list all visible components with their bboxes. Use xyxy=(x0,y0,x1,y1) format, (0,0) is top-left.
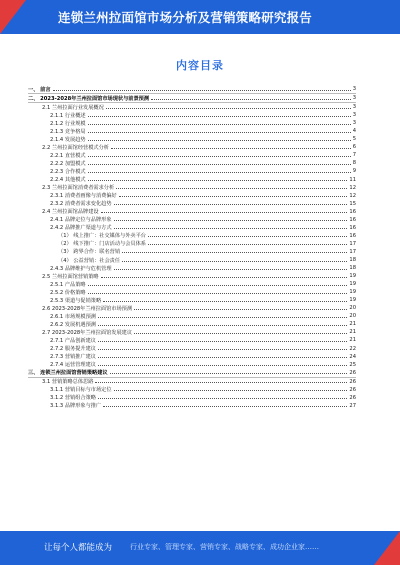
toc-entry-page: 12 xyxy=(349,184,356,191)
toc-entry[interactable] xyxy=(28,103,356,111)
toc-entry[interactable] xyxy=(28,345,356,353)
toc-entry-page: 16 xyxy=(349,216,356,223)
toc-entry-label: 2.7.4 运营管理建议 xyxy=(50,362,96,369)
toc-dot-leader xyxy=(95,382,347,383)
toc-entry-label: 3.1.1 营销目标与市场定位 xyxy=(50,387,112,394)
toc-entry-label: 2.4.3 品牌维护与危机管理 xyxy=(50,265,112,272)
toc-dot-leader xyxy=(103,406,347,407)
toc-entry-page: 11 xyxy=(349,176,356,183)
toc-entry[interactable] xyxy=(28,378,356,386)
toc-entry-page: 3 xyxy=(352,104,356,111)
toc-entry-page: 20 xyxy=(349,313,356,320)
toc-entry-label: 一、 前言 xyxy=(28,86,51,93)
toc-dot-leader xyxy=(88,164,351,165)
toc-entry[interactable] xyxy=(28,216,356,224)
toc-dot-leader xyxy=(88,293,348,294)
toc-entry[interactable] xyxy=(28,159,356,167)
toc-entry[interactable] xyxy=(28,208,356,216)
toc-entry-page: 21 xyxy=(349,329,356,336)
toc-dot-leader xyxy=(148,236,347,237)
toc-dot-leader xyxy=(88,140,351,141)
toc-entry-label: 2.4.2 品牌推广渠道与方式 xyxy=(50,225,112,232)
toc-entry-page: 21 xyxy=(349,321,356,328)
toc-entry[interactable] xyxy=(28,394,356,402)
toc-entry-label: 3.1.2 营销组合策略 xyxy=(50,395,96,402)
toc-entry-page: 26 xyxy=(349,386,356,393)
toc-entry-label: 2.5 兰州拉面馆营销策略 xyxy=(42,273,99,280)
toc-dot-leader xyxy=(88,116,351,117)
toc-entry-label: 2.4.1 品牌定位与品牌形象 xyxy=(50,217,112,224)
toc-dot-leader xyxy=(103,301,347,302)
toc-entry-label: 2.6 2023-2028年兰州拉面馆市场预测 xyxy=(42,305,133,312)
toc-entry-page: 4 xyxy=(352,128,356,135)
toc-entry-page: 3 xyxy=(352,112,356,119)
toc-entry-label: 2.7.3 营销推广建议 xyxy=(50,354,96,361)
toc-dot-leader xyxy=(134,333,347,334)
toc-entry-page: 20 xyxy=(349,305,356,312)
toc-entry-label: 2.7.1 产品创新建议 xyxy=(50,337,96,344)
toc-dot-leader xyxy=(114,269,348,270)
toc-entry-page: 3 xyxy=(352,120,356,127)
toc-dot-leader xyxy=(98,365,347,366)
toc-entry-label: （3） 跨界合作：联名营销 xyxy=(58,249,121,256)
toc-entry-page: 18 xyxy=(349,257,356,263)
toc-entry[interactable] xyxy=(28,127,356,135)
toc-entry-page: 9 xyxy=(352,168,356,175)
toc-entry[interactable] xyxy=(28,369,356,378)
toc-entry-label: 2.1.1 行业概述 xyxy=(50,112,86,119)
toc-dot-leader xyxy=(88,285,348,286)
toc-entry-page: 17 xyxy=(349,248,356,255)
report-title: 连锁兰州拉面馆市场分析及营销策略研究报告 xyxy=(58,10,313,25)
toc-entry[interactable] xyxy=(28,94,356,103)
toc-entry-page: 27 xyxy=(349,402,356,409)
toc-dot-leader xyxy=(98,357,347,358)
toc-entry-page: 6 xyxy=(352,144,356,151)
toc-dot-leader xyxy=(111,148,351,149)
toc-dot-leader xyxy=(53,90,351,91)
toc-entry-label: 2.5.3 渠道与促销策略 xyxy=(50,297,102,304)
toc-entry-label: 2.4 兰州拉面馆品牌建设 xyxy=(42,209,99,216)
toc-entry[interactable] xyxy=(28,184,356,192)
toc-entry-page: 3 xyxy=(352,95,356,102)
toc-dot-leader xyxy=(122,252,347,253)
toc-entry-label: 3.1.3 品牌形象与推广 xyxy=(50,403,102,410)
toc-entry-page: 22 xyxy=(349,345,356,352)
toc-entry-label: 二、 2023-2028年兰州拉面馆市场现状与前景预测 xyxy=(28,95,150,102)
table-of-contents xyxy=(28,85,356,410)
toc-entry-label: 2.6.1 市场规模预测 xyxy=(50,313,96,320)
toc-entry[interactable] xyxy=(28,85,356,94)
toc-dot-leader xyxy=(98,349,347,350)
toc-dot-leader xyxy=(101,277,348,278)
toc-dot-leader xyxy=(98,325,347,326)
toc-entry-page: 19 xyxy=(349,297,356,304)
toc-entry-page: 16 xyxy=(349,208,356,215)
toc-entry[interactable] xyxy=(28,192,356,200)
toc-dot-leader xyxy=(114,228,348,229)
toc-entry-label: 2.2.2 加盟模式 xyxy=(50,160,86,167)
toc-heading: 内容目录 xyxy=(176,59,224,72)
toc-entry-label: 三、 连锁兰州拉面馆营销策略建议 xyxy=(28,370,108,377)
report-header xyxy=(0,0,400,34)
report-footer xyxy=(0,531,400,565)
toc-entry-page: 24 xyxy=(349,353,356,360)
toc-entry-label: 2.2.1 直营模式 xyxy=(50,152,86,159)
toc-entry-page: 25 xyxy=(349,361,356,368)
toc-entry[interactable] xyxy=(28,143,356,151)
toc-entry-label: 2.2 兰州拉面馆经营模式分析 xyxy=(42,144,109,151)
toc-entry[interactable] xyxy=(28,119,356,127)
toc-entry-page: 18 xyxy=(349,265,356,272)
toc-entry[interactable] xyxy=(28,224,356,232)
toc-dot-leader xyxy=(134,309,347,310)
toc-dot-leader xyxy=(88,172,351,173)
toc-entry-label: 2.1.3 竞争格局 xyxy=(50,128,86,135)
toc-entry-label: 2.1.4 发展趋势 xyxy=(50,136,86,143)
toc-dot-leader xyxy=(88,180,348,181)
toc-entry-page: 12 xyxy=(349,192,356,199)
toc-entry-page: 3 xyxy=(352,86,356,93)
toc-entry[interactable] xyxy=(28,111,356,119)
toc-dot-leader xyxy=(106,108,351,109)
toc-entry-label: 2.7.2 服务提升建议 xyxy=(50,346,96,353)
toc-entry-page: 26 xyxy=(349,378,356,385)
toc-entry[interactable] xyxy=(28,328,356,336)
toc-dot-leader xyxy=(114,220,348,221)
toc-dot-leader xyxy=(98,398,347,399)
toc-entry-page: 19 xyxy=(349,289,356,296)
toc-entry[interactable] xyxy=(28,288,356,296)
toc-entry[interactable] xyxy=(28,402,356,410)
footer-slogan-sub: 行业专家、管理专家、营销专家、战略专家、成功企业家…… xyxy=(130,543,319,551)
toc-entry-label: 2.3.2 消费者需求变化趋势 xyxy=(50,201,112,208)
toc-entry[interactable] xyxy=(28,248,356,256)
toc-entry[interactable] xyxy=(28,135,356,143)
footer-slogan: 让每个人都能成为 xyxy=(44,543,113,553)
toc-entry[interactable] xyxy=(28,264,356,272)
toc-entry-label: （1） 线上推广：社交媒体与外卖平台 xyxy=(58,233,146,240)
toc-entry[interactable] xyxy=(28,176,356,184)
toc-entry[interactable] xyxy=(28,336,356,344)
toc-entry[interactable] xyxy=(28,151,356,159)
toc-entry[interactable] xyxy=(28,320,356,328)
toc-dot-leader xyxy=(116,188,347,189)
toc-entry-label: 2.1.2 行业规模 xyxy=(50,120,86,127)
toc-entry-page: 17 xyxy=(349,240,356,247)
toc-entry-label: 2.6.2 发展机遇预测 xyxy=(50,321,96,328)
toc-entry[interactable] xyxy=(28,232,356,240)
toc-dot-leader xyxy=(88,124,351,125)
toc-entry-label: 2.3.1 消费者画像与消费偏好 xyxy=(50,193,117,200)
toc-entry-label: 2.1 兰州拉面行业发展概况 xyxy=(42,104,104,111)
toc-entry-label: 3.1 营销策略总体思路 xyxy=(42,379,94,386)
toc-dot-leader xyxy=(148,244,347,245)
toc-entry[interactable] xyxy=(28,280,356,288)
toc-entry[interactable] xyxy=(28,272,356,280)
toc-entry[interactable] xyxy=(28,200,356,208)
toc-dot-leader xyxy=(98,341,347,342)
toc-dot-leader xyxy=(119,196,348,197)
toc-entry-page: 19 xyxy=(349,273,356,280)
toc-entry-page: 7 xyxy=(352,152,356,159)
toc-dot-leader xyxy=(101,212,348,213)
footer-red-accent xyxy=(374,531,400,565)
toc-entry[interactable] xyxy=(28,256,356,264)
toc-dot-leader xyxy=(114,390,348,391)
toc-dot-leader xyxy=(151,99,351,100)
toc-entry[interactable] xyxy=(28,296,356,304)
toc-entry-page: 16 xyxy=(349,232,356,239)
toc-entry[interactable] xyxy=(28,361,356,369)
toc-entry[interactable] xyxy=(28,240,356,248)
toc-entry-label: 2.2.4 其他模式 xyxy=(50,177,86,184)
toc-entry-page: 15 xyxy=(349,200,356,207)
toc-entry[interactable] xyxy=(28,353,356,361)
toc-entry-page: 8 xyxy=(352,160,356,167)
toc-entry-page: 16 xyxy=(349,224,356,231)
toc-entry[interactable] xyxy=(28,304,356,312)
toc-entry-label: 2.3 兰州拉面馆消费者需求分析 xyxy=(42,185,115,192)
toc-dot-leader xyxy=(114,204,348,205)
toc-entry-page: 5 xyxy=(352,136,356,143)
toc-entry-label: （2） 线下推广：门店活动与会员体系 xyxy=(58,241,146,248)
toc-entry[interactable] xyxy=(28,386,356,394)
toc-entry-label: 2.2.3 合作模式 xyxy=(50,168,86,175)
toc-entry[interactable] xyxy=(28,167,356,175)
toc-dot-leader xyxy=(98,317,347,318)
toc-entry[interactable] xyxy=(28,312,356,320)
toc-entry-page: 19 xyxy=(349,281,356,288)
toc-entry-page: 26 xyxy=(349,369,356,376)
toc-dot-leader xyxy=(110,373,348,374)
toc-entry-label: 2.5.1 产品策略 xyxy=(50,281,86,288)
toc-entry-label: 2.5.2 价格策略 xyxy=(50,289,86,296)
toc-dot-leader xyxy=(88,156,351,157)
toc-dot-leader xyxy=(88,132,351,133)
toc-entry-page: 26 xyxy=(349,394,356,401)
toc-entry-page: 21 xyxy=(349,337,356,344)
toc-dot-leader xyxy=(122,261,347,262)
toc-entry-label: 2.7 2023-2028年兰州拉面馆发展建议 xyxy=(42,329,133,336)
toc-entry-label: （4） 公益营销：社会责任 xyxy=(58,257,121,264)
header-red-accent xyxy=(0,0,26,34)
